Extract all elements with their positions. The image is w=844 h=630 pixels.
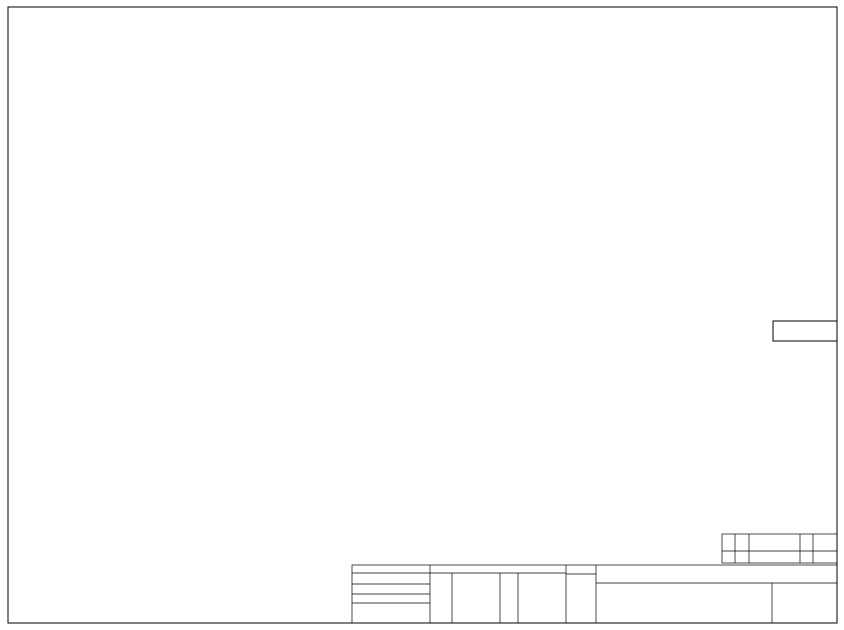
title-block: [352, 565, 837, 623]
revision-block: [722, 534, 837, 563]
side-label-box: [773, 321, 837, 341]
page-border: [8, 7, 837, 623]
